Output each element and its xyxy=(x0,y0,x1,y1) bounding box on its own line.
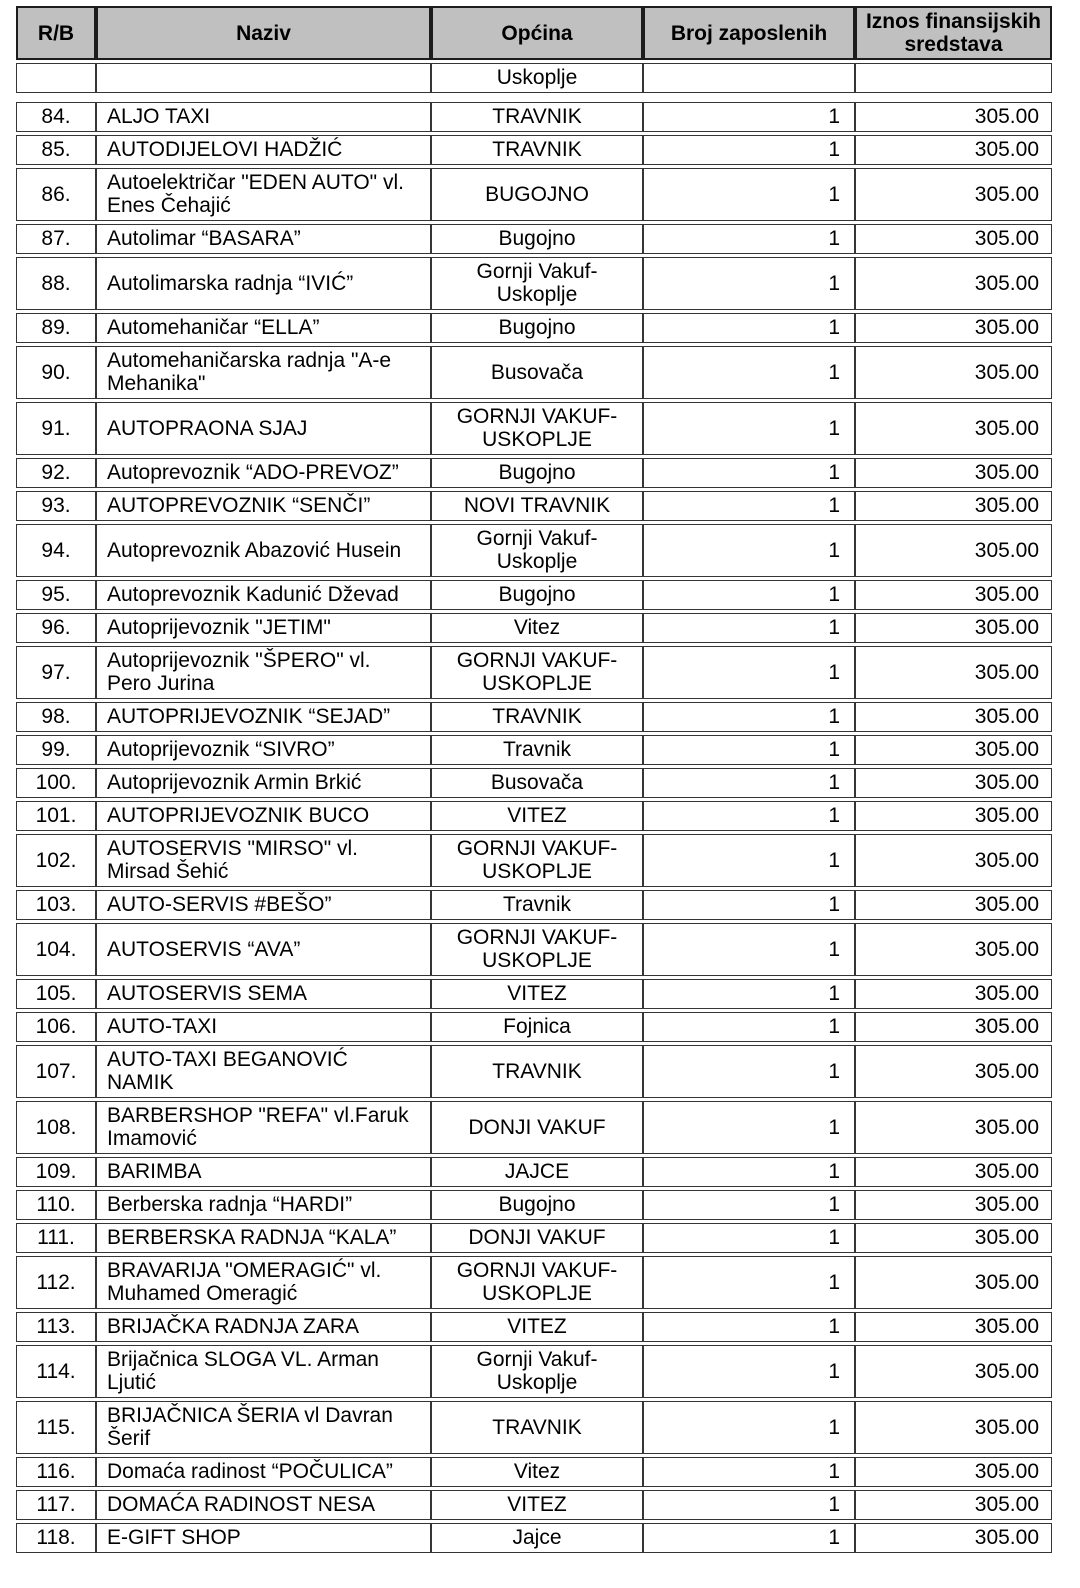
business-name-cell: Automehaničar “ELLA” xyxy=(96,313,431,343)
business-name-cell: BRAVARIJA "OMERAGIĆ" vl. Muhamed Omeragić xyxy=(96,1256,431,1309)
row-number-cell: 84. xyxy=(16,102,96,132)
municipality-cell: Vitez xyxy=(431,1457,643,1487)
employees-cell: 1 xyxy=(643,491,855,521)
table-row xyxy=(16,923,1052,976)
municipality-cell: Gornji Vakuf-Uskoplje xyxy=(431,1345,643,1398)
employees-cell: 1 xyxy=(643,524,855,577)
table-row xyxy=(16,458,1052,488)
column-header-naziv: Naziv xyxy=(96,6,431,60)
row-number-cell: 87. xyxy=(16,224,96,254)
table-row xyxy=(16,491,1052,521)
business-name-cell: Autoprijevoznik "ŠPERO" vl. Pero Jurina xyxy=(96,646,431,699)
business-name-cell: Autoprevoznik “ADO-PREVOZ” xyxy=(96,458,431,488)
business-name-cell: AUTOSERVIS "MIRSO" vl. Mirsad Šehić xyxy=(96,834,431,887)
amount-cell: 305.00 xyxy=(855,613,1052,643)
amount-cell: 305.00 xyxy=(855,102,1052,132)
row-number-cell: 85. xyxy=(16,135,96,165)
business-name-cell xyxy=(96,63,431,93)
employees-cell: 1 xyxy=(643,1256,855,1309)
column-header-opcina: Općina xyxy=(431,6,643,60)
amount-cell: 305.00 xyxy=(855,224,1052,254)
amount-cell: 305.00 xyxy=(855,402,1052,455)
municipality-cell: Travnik xyxy=(431,735,643,765)
business-name-cell: Berberska radnja “HARDI” xyxy=(96,1190,431,1220)
employees-cell: 1 xyxy=(643,801,855,831)
municipality-cell: Bugojno xyxy=(431,224,643,254)
employees-cell: 1 xyxy=(643,1012,855,1042)
employees-cell: 1 xyxy=(643,168,855,221)
amount-cell: 305.00 xyxy=(855,834,1052,887)
business-name-cell: Autoprevoznik Abazović Husein xyxy=(96,524,431,577)
amount-cell: 305.00 xyxy=(855,979,1052,1009)
business-name-cell: Brijačnica SLOGA VL. Arman Ljutić xyxy=(96,1345,431,1398)
employees-cell: 1 xyxy=(643,1045,855,1098)
amount-cell: 305.00 xyxy=(855,1012,1052,1042)
amount-cell: 305.00 xyxy=(855,491,1052,521)
business-name-cell: BRIJAČKA RADNJA ZARA xyxy=(96,1312,431,1342)
employees-cell: 1 xyxy=(643,890,855,920)
table-row xyxy=(16,890,1052,920)
municipality-cell: VITEZ xyxy=(431,1312,643,1342)
row-number-cell: 92. xyxy=(16,458,96,488)
employees-cell xyxy=(643,63,855,93)
amount-cell: 305.00 xyxy=(855,1345,1052,1398)
employees-cell: 1 xyxy=(643,257,855,310)
table-row xyxy=(16,313,1052,343)
header-row xyxy=(16,6,1052,60)
employees-cell: 1 xyxy=(643,613,855,643)
business-name-cell: Autolimarska radnja “IVIĆ” xyxy=(96,257,431,310)
employees-cell: 1 xyxy=(643,768,855,798)
row-number-cell: 91. xyxy=(16,402,96,455)
business-name-cell: BARIMBA xyxy=(96,1157,431,1187)
employees-cell: 1 xyxy=(643,735,855,765)
employees-cell: 1 xyxy=(643,224,855,254)
row-number-cell: 101. xyxy=(16,801,96,831)
row-number-cell: 99. xyxy=(16,735,96,765)
business-name-cell: AUTO-TAXI BEGANOVIĆ NAMIK xyxy=(96,1045,431,1098)
municipality-cell: GORNJI VAKUF-USKOPLJE xyxy=(431,402,643,455)
table-row xyxy=(16,168,1052,221)
amount-cell: 305.00 xyxy=(855,168,1052,221)
amount-cell: 305.00 xyxy=(855,1045,1052,1098)
row-number-cell: 98. xyxy=(16,702,96,732)
employees-cell: 1 xyxy=(643,923,855,976)
municipality-cell: Bugojno xyxy=(431,458,643,488)
municipality-cell: Gornji Vakuf-Uskoplje xyxy=(431,257,643,310)
business-name-cell: BRIJAČNICA ŠERIA vl Davran Šerif xyxy=(96,1401,431,1454)
employees-cell: 1 xyxy=(643,1101,855,1154)
employees-cell: 1 xyxy=(643,979,855,1009)
business-name-cell: DOMAĆA RADINOST NESA xyxy=(96,1490,431,1520)
row-number-cell: 86. xyxy=(16,168,96,221)
table-row xyxy=(16,735,1052,765)
employees-cell: 1 xyxy=(643,1523,855,1553)
row-number-cell: 100. xyxy=(16,768,96,798)
municipality-cell: Travnik xyxy=(431,890,643,920)
municipality-cell: BUGOJNO xyxy=(431,168,643,221)
business-name-cell: Autolimar “BASARA” xyxy=(96,224,431,254)
row-number-cell: 96. xyxy=(16,613,96,643)
row-number-cell: 114. xyxy=(16,1345,96,1398)
employees-cell: 1 xyxy=(643,135,855,165)
municipality-cell: Busovača xyxy=(431,346,643,399)
page-break-gap-cell xyxy=(16,96,1052,99)
row-number-cell: 112. xyxy=(16,1256,96,1309)
municipality-cell: TRAVNIK xyxy=(431,102,643,132)
table-row xyxy=(16,402,1052,455)
business-name-cell: AUTO-SERVIS #BEŠO” xyxy=(96,890,431,920)
amount-cell: 305.00 xyxy=(855,646,1052,699)
carryover-row xyxy=(16,63,1052,93)
business-name-cell: BARBERSHOP "REFA" vl.Faruk Imamović xyxy=(96,1101,431,1154)
amount-cell: 305.00 xyxy=(855,313,1052,343)
table-row xyxy=(16,1256,1052,1309)
employees-cell: 1 xyxy=(643,1312,855,1342)
amount-cell: 305.00 xyxy=(855,580,1052,610)
employees-cell: 1 xyxy=(643,1157,855,1187)
row-number-cell: 95. xyxy=(16,580,96,610)
employees-cell: 1 xyxy=(643,1190,855,1220)
municipality-cell: Busovača xyxy=(431,768,643,798)
amount-cell: 305.00 xyxy=(855,923,1052,976)
business-name-cell: BERBERSKA RADNJA “KALA” xyxy=(96,1223,431,1253)
amount-cell xyxy=(855,63,1052,93)
table-row xyxy=(16,702,1052,732)
amount-cell: 305.00 xyxy=(855,1101,1052,1154)
municipality-cell: TRAVNIK xyxy=(431,135,643,165)
table-row xyxy=(16,1223,1052,1253)
amount-cell: 305.00 xyxy=(855,1223,1052,1253)
municipality-cell: Bugojno xyxy=(431,1190,643,1220)
municipality-cell: JAJCE xyxy=(431,1157,643,1187)
table-row xyxy=(16,1101,1052,1154)
amount-cell: 305.00 xyxy=(855,801,1052,831)
municipality-cell: NOVI TRAVNIK xyxy=(431,491,643,521)
business-name-cell: Autoprijevoznik "JETIM" xyxy=(96,613,431,643)
row-number-cell: 118. xyxy=(16,1523,96,1553)
business-name-cell: Domaća radinost “POČULICA” xyxy=(96,1457,431,1487)
municipality-cell: VITEZ xyxy=(431,1490,643,1520)
business-name-cell: Autoelektričar "EDEN AUTO" vl. Enes Čehajić xyxy=(96,168,431,221)
business-name-cell: AUTOSERVIS SEMA xyxy=(96,979,431,1009)
amount-cell: 305.00 xyxy=(855,1523,1052,1553)
municipality-cell: GORNJI VAKUF-USKOPLJE xyxy=(431,1256,643,1309)
business-name-cell: Autoprijevoznik Armin Brkić xyxy=(96,768,431,798)
grants-table xyxy=(16,3,1052,1556)
table-body xyxy=(16,102,1052,1553)
table-row xyxy=(16,224,1052,254)
row-number-cell: 102. xyxy=(16,834,96,887)
municipality-cell: Fojnica xyxy=(431,1012,643,1042)
table-row xyxy=(16,1490,1052,1520)
table-row xyxy=(16,646,1052,699)
employees-cell: 1 xyxy=(643,313,855,343)
page-break-gap xyxy=(16,96,1052,99)
business-name-cell: Automehaničarska radnja "A-e Mehanika" xyxy=(96,346,431,399)
employees-cell: 1 xyxy=(643,102,855,132)
row-number-cell: 89. xyxy=(16,313,96,343)
employees-cell: 1 xyxy=(643,834,855,887)
row-number-cell: 111. xyxy=(16,1223,96,1253)
amount-cell: 305.00 xyxy=(855,1256,1052,1309)
table-row xyxy=(16,801,1052,831)
table-row xyxy=(16,1157,1052,1187)
table-row xyxy=(16,1401,1052,1454)
row-number-cell: 93. xyxy=(16,491,96,521)
table-row xyxy=(16,102,1052,132)
amount-cell: 305.00 xyxy=(855,1157,1052,1187)
column-header-rb: R/B xyxy=(16,6,96,60)
table-row xyxy=(16,979,1052,1009)
municipality-cell: GORNJI VAKUF-USKOPLJE xyxy=(431,646,643,699)
table-row xyxy=(16,1045,1052,1098)
table-row xyxy=(16,834,1052,887)
municipality-cell: Bugojno xyxy=(431,580,643,610)
row-number-cell xyxy=(16,63,96,93)
employees-cell: 1 xyxy=(643,1345,855,1398)
business-name-cell: E-GIFT SHOP xyxy=(96,1523,431,1553)
column-header-iznos: Iznos finansijskih sredstava xyxy=(855,6,1052,60)
amount-cell: 305.00 xyxy=(855,458,1052,488)
row-number-cell: 110. xyxy=(16,1190,96,1220)
municipality-cell: Jajce xyxy=(431,1523,643,1553)
row-number-cell: 117. xyxy=(16,1490,96,1520)
municipality-cell: GORNJI VAKUF-USKOPLJE xyxy=(431,834,643,887)
amount-cell: 305.00 xyxy=(855,346,1052,399)
employees-cell: 1 xyxy=(643,346,855,399)
table-row xyxy=(16,1012,1052,1042)
employees-cell: 1 xyxy=(643,1457,855,1487)
amount-cell: 305.00 xyxy=(855,735,1052,765)
table-row xyxy=(16,135,1052,165)
table-row xyxy=(16,346,1052,399)
table-row xyxy=(16,768,1052,798)
table-row xyxy=(16,1190,1052,1220)
row-number-cell: 113. xyxy=(16,1312,96,1342)
table-row xyxy=(16,580,1052,610)
amount-cell: 305.00 xyxy=(855,1457,1052,1487)
carryover-body xyxy=(16,63,1052,99)
employees-cell: 1 xyxy=(643,702,855,732)
municipality-cell: GORNJI VAKUF-USKOPLJE xyxy=(431,923,643,976)
employees-cell: 1 xyxy=(643,1401,855,1454)
municipality-cell: DONJI VAKUF xyxy=(431,1223,643,1253)
row-number-cell: 88. xyxy=(16,257,96,310)
table-row xyxy=(16,257,1052,310)
table-row xyxy=(16,1312,1052,1342)
amount-cell: 305.00 xyxy=(855,1401,1052,1454)
column-header-broj-zaposlenih: Broj zaposlenih xyxy=(643,6,855,60)
business-name-cell: ALJO TAXI xyxy=(96,102,431,132)
row-number-cell: 106. xyxy=(16,1012,96,1042)
business-name-cell: AUTOPRIJEVOZNIK BUCO xyxy=(96,801,431,831)
row-number-cell: 104. xyxy=(16,923,96,976)
business-name-cell: AUTODIJELOVI HADŽIĆ xyxy=(96,135,431,165)
row-number-cell: 90. xyxy=(16,346,96,399)
business-name-cell: Autoprijevoznik “SIVRO” xyxy=(96,735,431,765)
amount-cell: 305.00 xyxy=(855,702,1052,732)
business-name-cell: AUTOSERVIS “AVA” xyxy=(96,923,431,976)
business-name-cell: Autoprevoznik Kadunić Dževad xyxy=(96,580,431,610)
municipality-cell: Bugojno xyxy=(431,313,643,343)
row-number-cell: 105. xyxy=(16,979,96,1009)
amount-cell: 305.00 xyxy=(855,257,1052,310)
municipality-cell: DONJI VAKUF xyxy=(431,1101,643,1154)
table-row xyxy=(16,1457,1052,1487)
row-number-cell: 115. xyxy=(16,1401,96,1454)
municipality-cell: VITEZ xyxy=(431,979,643,1009)
business-name-cell: AUTOPREVOZNIK “SENČI” xyxy=(96,491,431,521)
row-number-cell: 103. xyxy=(16,890,96,920)
municipality-cell: Vitez xyxy=(431,613,643,643)
row-number-cell: 107. xyxy=(16,1045,96,1098)
amount-cell: 305.00 xyxy=(855,1490,1052,1520)
table-row xyxy=(16,1523,1052,1553)
amount-cell: 305.00 xyxy=(855,135,1052,165)
table-header xyxy=(16,6,1052,60)
employees-cell: 1 xyxy=(643,458,855,488)
row-number-cell: 94. xyxy=(16,524,96,577)
row-number-cell: 109. xyxy=(16,1157,96,1187)
row-number-cell: 116. xyxy=(16,1457,96,1487)
employees-cell: 1 xyxy=(643,1490,855,1520)
employees-cell: 1 xyxy=(643,646,855,699)
row-number-cell: 108. xyxy=(16,1101,96,1154)
municipality-cell: Uskoplje xyxy=(431,63,643,93)
municipality-cell: TRAVNIK xyxy=(431,1045,643,1098)
employees-cell: 1 xyxy=(643,402,855,455)
table-row xyxy=(16,1345,1052,1398)
municipality-cell: Gornji Vakuf-Uskoplje xyxy=(431,524,643,577)
municipality-cell: TRAVNIK xyxy=(431,702,643,732)
amount-cell: 305.00 xyxy=(855,524,1052,577)
employees-cell: 1 xyxy=(643,580,855,610)
row-number-cell: 97. xyxy=(16,646,96,699)
table-row xyxy=(16,524,1052,577)
business-name-cell: AUTO-TAXI xyxy=(96,1012,431,1042)
municipality-cell: VITEZ xyxy=(431,801,643,831)
business-name-cell: AUTOPRIJEVOZNIK “SEJAD” xyxy=(96,702,431,732)
table-row xyxy=(16,613,1052,643)
municipality-cell: TRAVNIK xyxy=(431,1401,643,1454)
amount-cell: 305.00 xyxy=(855,1190,1052,1220)
employees-cell: 1 xyxy=(643,1223,855,1253)
amount-cell: 305.00 xyxy=(855,768,1052,798)
business-name-cell: AUTOPRAONA SJAJ xyxy=(96,402,431,455)
amount-cell: 305.00 xyxy=(855,890,1052,920)
amount-cell: 305.00 xyxy=(855,1312,1052,1342)
